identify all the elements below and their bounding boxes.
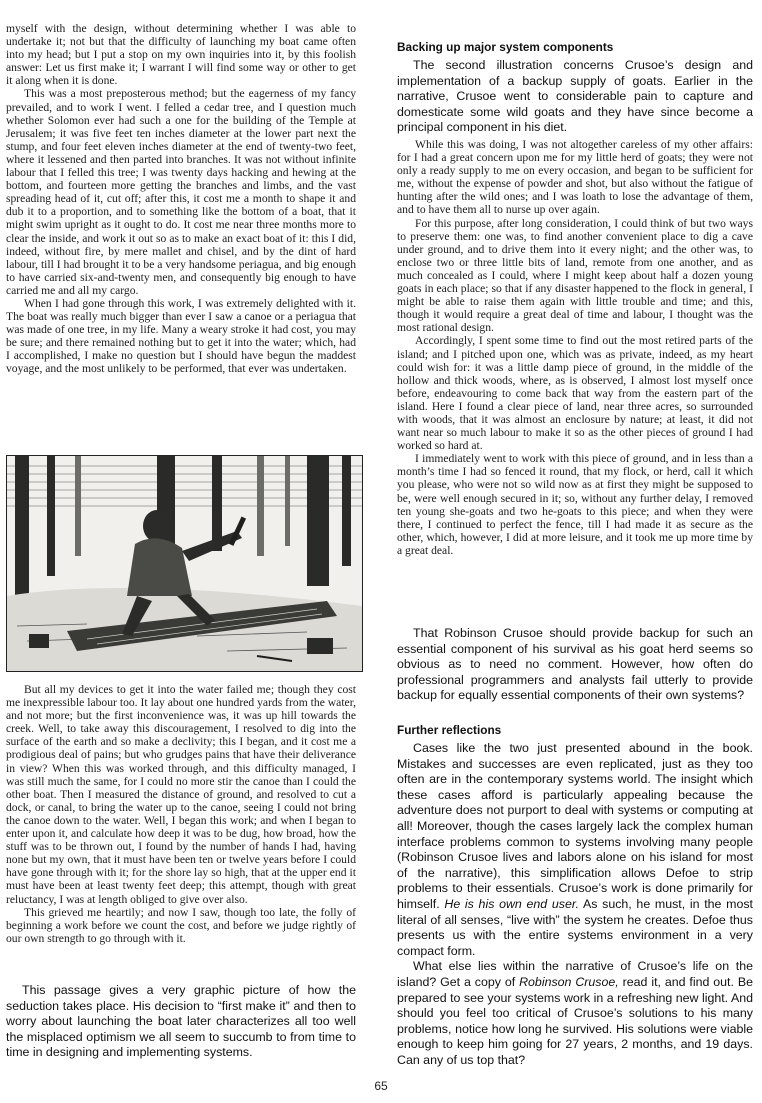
excerpt-paragraph: This grieved me heartily; and now I saw, though too late, the folly of beginning a work before we count the cost, and before we judge rightly of our own strength to go through with it. (6, 905, 356, 945)
excerpt-paragraph: This was a most preposterous method; but the eagerness of my fancy prevailed, and to work I went. I felled a cedar tree, and I question much whether Solomon ever had such a one for the building of the Temple at Jerusalem; it was five feet ten inches diameter at the lower part next the stump, and four feet eleven inches diameter at the end of twenty-two feet, where it lessened and then parted into branches. It was not without infinite labour that I felled this tree; I was twenty days hacking and hewing at the bottom, and fourteen more getting the branches and limbs, and the vast spreading head of it, cut off; after this, it cost me a month to shape it and dub it to a proportion, and to something like the bottom of a boat, that it might swim upright as it ought to do. It cost me near three months more to clear the inside, and work it out so as to make an exact boat of it: this I did, indeed, without fire, by mere mallet and chisel, and by the dint of hard labour, till I had brought it to be a very handsome periagua, and big enough to have carried six-and-twenty men, and consequently big enough to have carried me and all my cargo. (6, 87, 356, 297)
excerpt-paragraph: But all my devices to get it into the water failed me; though they cost me inexpressible labour too. It lay about one hundred yards from the water, and not more; but the first inconvenience was, it was up hill towards the creek. Well, to take away this discouragement, I resolved to dig into the surface of the earth and so make a declivity; this I began, and it cost me a prodigious deal of pains; but who grudges pains that have their deliverance in view? When this was worked through, and this difficulty managed, I was still much the same, for I could no more stir the canoe than I could the other boat. Then I measured the distance of ground, and resolved to cut a dock, or canal, to bring the water up to the canoe, seeing I could not bring the canoe down to the water. Well, I began this work; and when I began to enter upon it, and calculate how deep it was to be dug, how broad, how the stuff was to be thrown out, I found by the number of hands I had, having none but my own, that it must have been ten or twelve years before I could have gone through with it; for the shore lay so high, that at the upper end it must have been at least twenty feet deep; this attempt, though with great reluctancy, I was at length obliged to give over also. (6, 683, 356, 906)
commentary-paragraph: This passage gives a very graphic picture of how the seduction takes place. His decision to “first make it” and then to worry about launching the boat later characterizes all too well the misplaced optimism we all seem to succumb to from time to time in designing and implementing systems. (6, 983, 356, 1060)
page-number: 65 (374, 1079, 388, 1093)
section-intro: The second illustration concerns Crusoe’s design and implementation of a backup supply of goats. Earlier in the narrative, Crusoe went to considerable pain to capture and domesticate some wild goats and they have since become a principal component in his diet. (397, 58, 753, 135)
commentary-paragraph: That Robinson Crusoe should provide backup for such an essential component of his survival as his goat herd seems so obvious as to need no comment. However, how often do professional programmers and analysts fail utterly to provide backup for equally essential components of their own systems? (397, 626, 753, 703)
section-heading: Further reflections (397, 723, 502, 737)
section-further-reflections (397, 723, 753, 1068)
commentary-seduction (6, 983, 356, 1061)
excerpt-paragraph: When I had gone through this work, I was extremely delighted with it. The boat was really much bigger than ever I saw a canoe or a periagua that was made of one tree, in my life. Many a weary stroke it had cost, you may be sure; and there remained nothing but to get it into the water; which, had I accomplished, I make no question but I should have begun the maddest voyage, and the most unlikely to be performed, that ever was undertaken. (6, 296, 356, 376)
excerpt-goat-backup (397, 138, 753, 557)
excerpt-paragraph: While this was doing, I was not altogether careless of my other affairs: for I had a great concern upon me for my little herd of goats; they were not only a ready supply to me on every occasion, and began to be sufficient for me, without the expense of powder and shot, but also without the fatigue of hunting after the wild ones; and I was loath to lose the advantage of them, and to have them all to nurse up over again. (397, 138, 753, 217)
crusoe-felling-tree-drawing (7, 456, 362, 671)
excerpt-boat-building (6, 22, 356, 376)
excerpt-paragraph: myself with the design, without determining whether I was able to undertake it; not but that the difficulty of launching my boat came often into my head; but I put a stop on my own inquiries into it, by this foolish answer: Let us first make it; I warrant I will find some way or other to get it along when it is done. (6, 22, 356, 88)
excerpt-paragraph: For this purpose, after long consideration, I could think of but two ways to preserve them: one was, to find another convenient place to dig a cave under ground, and to drive them into it every night; and the other was, to enclose two or three little bits of land, remote from one another, and as much concealed as I could, where I might keep about half a dozen young goats in each place; so that if any disaster happened to the flock in general, I might be able to raise them again with little trouble and time; and this, though it would require a great deal of time and labour, I thought was the most rational design. (397, 216, 753, 335)
reflections-paragraph: What else lies within the narrative of Crusoe’s life on the island? Get a copy of Robinson Crusoe, read it, and find out. Be prepared to see your systems work in a refreshing new light. And should you feel too critical of Crusoe’s solutions to his many problems, notice how long he survived. His solutions were viable enough to keep him going for 27 years, 2 months, and 19 days. Can any of us top that? (397, 959, 753, 1067)
commentary-backup (397, 626, 753, 704)
excerpt-paragraph: I immediately went to work with this piece of ground, and in less than a month’s time I had so fenced it round, that my flock, or herd, call it which you please, who were not so wild now as at first they might be supposed to be, were well enough secured in it; so, without any further delay, I removed ten young she-goats and two he-goats to this piece; and when they were there, I continued to perfect the fence, till I had made it as secure as the other, which, however, I did at more leisure, and it took me up more time by a great deal. (397, 452, 753, 557)
excerpt-paragraph: Accordingly, I spent some time to find out the most retired parts of the island; and I pitched upon one, which was as private, indeed, as my heart could wish for: it was a little damp piece of ground, in the middle of the hollow and thick woods, where, as is observed, I almost lost myself once before, endeavouring to come back that way from the eastern part of the island. Here I found a clear piece of land, near three acres, so surrounded with woods, that it was almost an enclosure by nature; at least, it did not want near so much labour to make it so as the other pieces of ground I had worked so hard at. (397, 334, 753, 453)
reflections-paragraph: Cases like the two just presented abound in the book. Mistakes and successes are even replicated, just as they too often are in the contemporary systems world. The insight which these cases afford is particularly appealing because the adventure does not purport to deal with systems or computing at all! Moreover, though the cases largely lack the complex human interface problems common to systems involving many people (Robinson Crusoe lives and labors alone on his island for most of the narrative), this simplification allows Defoe to strip problems to their essentials. Crusoe’s work is done primarily for himself. He is his own end user. As such, he must, in the most literal of all senses, “live with” the system he creates. Defoe thus presents us with the entire systems environment in a very compact form. (397, 741, 753, 958)
section-heading: Backing up major system components (397, 40, 614, 54)
woodcut-illustration (6, 455, 363, 672)
section-backing-up (397, 40, 753, 136)
excerpt-launch-failure (6, 683, 356, 945)
